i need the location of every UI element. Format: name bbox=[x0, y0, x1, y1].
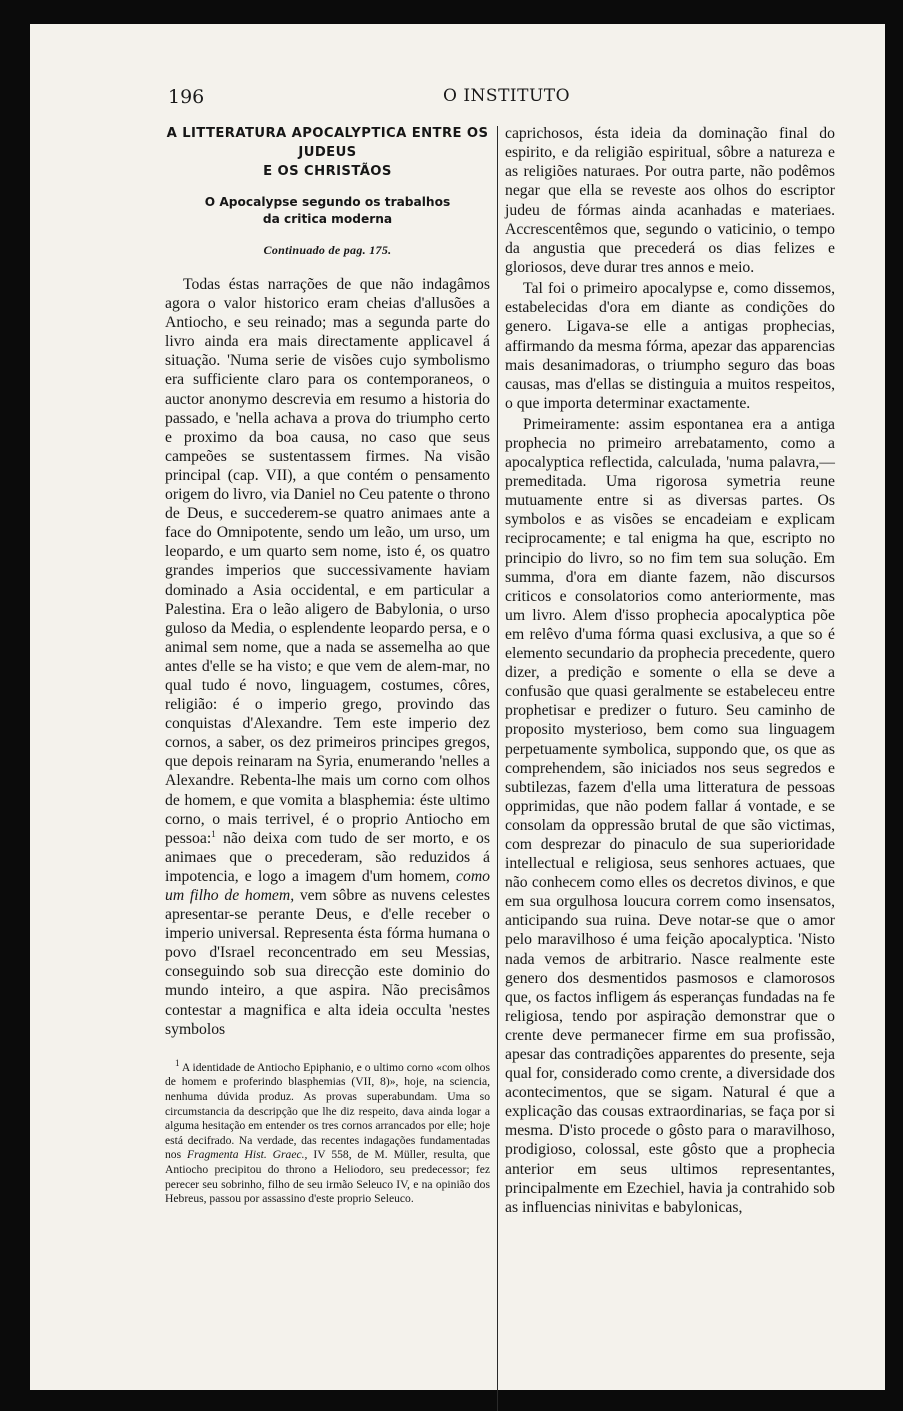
article-title-line-1: A LITTERATURA APOCALYPTICA ENTRE OS JUDEUS bbox=[166, 126, 489, 160]
left-paragraph-text: Todas éstas narrações de que não indagâmos agora o valor historico eram cheias d'allusões a Antiocho, e seu reinado; mas a segunda parte do livro ainda era mais directamente applicavel á situação. 'Numa serie de visões cujo symbolismo era sufficiente claro para os contemporaneos, o auctor anonymo descrevia em resumo a historia do passado, e 'nella achava a prova do triumpho certo e proximo da boa causa, no caso que seus campeões se sustentassem firmes. Na visão principal (cap. VII), a que contém o pensamento origem do livro, via Daniel no Ceu patente o throno de Deus, e succederem-se quatro animaes ante a face do Omnipotente, sendo um leão, um urso, um leopardo, e um quarto sem nome, isto é, os quatro grandes imperios que successivamente haviam dominado a Asia occidental, e em particular a Palestina. Era o leão aligero de Babylonia, o urso guloso da Media, o esplendente leopardo persa, e o animal sem nome, que a nada se assemelha ao que antes d'elle se ha visto; e que vem de alem-mar, no qual tudo é novo, linguagem, costumes, côres, religião: é o imperio grego, provindo das conquistas d'Alexandre. Tem este imperio dez cornos, a saber, os dez primeiros principes gregos, que depois reinaram na Syria, enumerando 'nelles a Alexandre. Rebenta-lhe mais um corno com olhos de homem, e que vomita a blasphemia: éste ultimo corno, o mais terrivel, é o proprio Antiocho em pessoa: bbox=[165, 276, 491, 847]
continued-note: Continuado de pag. 175. bbox=[263, 243, 392, 257]
left-column bbox=[165, 124, 490, 1294]
footnote-reference: 1 bbox=[211, 828, 216, 839]
running-header bbox=[168, 86, 868, 112]
article-subtitle bbox=[165, 194, 490, 228]
right-paragraph-2: Tal foi o primeiro apocalypse e, como dissemos, estabelecidas d'ora em diante as condições do genero. Ligava-se elle a antigas prophecias, affirmando da mesma fórma, apezar das apparencias mais desanimadoras, o triumpho seguro das boas causas, mas d'ellas se distinguia a muitos respeitos, o que importa determinar exactamente. bbox=[505, 280, 835, 412]
footnote-marker: 1 bbox=[175, 1057, 180, 1068]
running-title: O INSTITUTO bbox=[443, 86, 571, 106]
left-paragraph-italic: como um filho de homem, bbox=[165, 867, 490, 904]
left-paragraph-text-cont-a: não deixa com tudo de ser morto, e os animaes que o precederam, são reduzidos á impotencia, e logo a imagem d'um homem, bbox=[165, 829, 490, 885]
right-column bbox=[505, 124, 835, 1354]
footnote bbox=[165, 1057, 490, 1207]
footnote-italic: Fragmenta Hist. Graec., bbox=[187, 1148, 308, 1162]
page-number: 196 bbox=[168, 86, 205, 108]
column-divider bbox=[497, 126, 498, 1411]
right-paragraph-1: caprichosos, ésta ideia da dominação final do espirito, e da religião espiritual, sôbre a natureza e as religiões naturaes. Por outra parte, não podêmos negar que ella se reveste aos olhos do escriptor judeu de fórmas ainda acanhadas e materiaes. Accrescentêmos que, segundo o vaticinio, o tempo da angustia que precederá os dias felizes e gloriosos, deve durar tres annos e meio. bbox=[505, 125, 835, 277]
subtitle-line-2: da critica moderna bbox=[262, 212, 393, 226]
left-paragraph bbox=[165, 275, 490, 1039]
footnote-text-b: IV 558, de M. Müller, resulta, que Antiocho precipitou do throno a Heliodoro, seu predecessor; fez perecer seu sobrinho, filho de seu irmão Seleuco IV, e na opinião dos Hebreus, passou por assassino d'este proprio Seleuco. bbox=[165, 1148, 490, 1206]
article-title-line-2: E OS CHRISTÃOS bbox=[263, 164, 392, 179]
footnote-text-a: A identidade de Antiocho Epiphanio, e o ultimo corno «com olhos de homem e proferindo blasphemias (VII, 8)», hoje, na sciencia, nenhuma dúvida produz. As provas superabundam. Uma so circumstancia da descripção que lhe diz respeito, dava ainda logar a alguma hesitação em entender os tres cornos arrancados por elle; hoje está decifrado. Na verdade, das recentes indagações fundamentadas nos bbox=[165, 1060, 490, 1162]
subtitle-line-1: O Apocalypse segundo os trabalhos bbox=[204, 195, 451, 209]
left-paragraph-text-cont-b: vem sôbre as nuvens celestes apresentar-se perante Deus, e d'elle receber o imperio universal. Representa ésta fórma humana o povo d'Israel reconcentrado em seu Messias, conseguindo sob sua direcção este dominio do mundo inteiro, a que aspira. Não precisâmos contestar a magnifica e alta ideia occulta 'nestes symbolos bbox=[165, 887, 490, 1038]
right-paragraph-3: Primeiramente: assim espontanea era a antiga prophecia no primeiro arrebatamento, como a apocalyptica reflectida, calculada, 'numa palavra,— premeditada. Uma rigorosa symetria reune mutuamente entre si as diversas partes. Os symbolos e as visões se encadeiam e explicam reciprocamente; e tal enigma ha que, escripto no principio do livro, so no fim tem sua solução. Em summa, d'ora em diante fazem, não discursos criticos e consolatorios como anteriormente, mas um livro. Alem d'isso prophecia apocalyptica põe em relêvo d'uma fórma quasi exclusiva, a que so é elemento secundario da prophecia precedente, quero dizer, a predição e somente o ella se deve a confusão que quasi geralmente se estabeleceu entre prophetisar e predizer o futuro. Seu caminho de proposito mysterioso, bem como sua linguagem perpetuamente symbolica, suppondo que, os que as comprehendem, são iniciados nos seus segredos e subtilezas, fazem d'ella uma litteratura de pessoas opprimidas, que não podem fallar á vontade, e se consolam da oppressão brutal de que são victimas, com desprezar do pinaculo de sua superioridade intellectual e religiosa, seus senhores actuaes, que não conhecem como elles os decretos divinos, e que em sua orgulhosa loucura correm como insensatos, anticipando sua ruina. Deve notar-se que o amor pelo maravilhoso é uma feição apocalyptica. 'Nisto nada vemos de arbitrario. Nasce realmente este genero dos desmentidos pasmosos e clamorosos que, os factos infligem ás esperanças fundadas na fe religiosa, tendo por aspiração demonstrar que o crente deve permanecer firme em sua profissão, apesar das contradições apparentes do presente, seja qual for, considerado como crente, a diversidade dos acontecimentos, que se sigam. Natural é que a explicação das cousas extraordinarias, se faça por si mesma. D'isto procede o gôsto para o maravilhoso, prodigioso, colossal, este gôsto que a prophecia anterior em seus ultimos representantes, principalmente em Ezechiel, havia ja contrahido sob as influencias ninivitas e babylonicas, bbox=[505, 415, 835, 1216]
